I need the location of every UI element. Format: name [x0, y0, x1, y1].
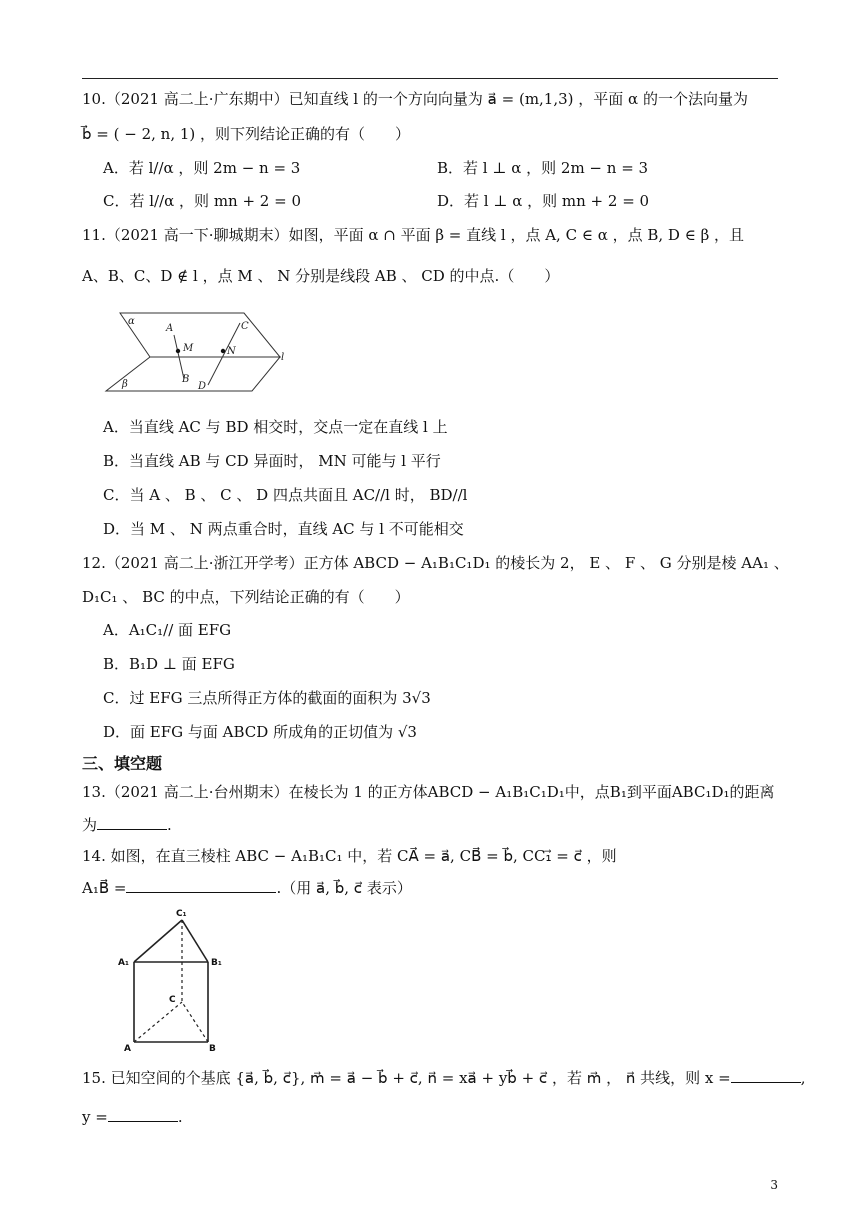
- q15-x-answer-blank[interactable]: [731, 1068, 801, 1083]
- q11-planes-figure: [100, 305, 300, 397]
- label-c1: C₁: [176, 909, 187, 919]
- q10-option-d: D．若 l ⊥ α ，则 mn + 2 = 0: [437, 192, 650, 210]
- label-b: B: [209, 1044, 216, 1054]
- q15-y-answer-blank[interactable]: [108, 1107, 178, 1122]
- label-c: C: [241, 321, 249, 332]
- q12-option-d: D．面 EFG 与面 ABCD 所成角的正切值为 √3: [103, 723, 417, 741]
- label-d: D: [198, 381, 207, 392]
- q13-line1: 13.（2021 高二上·台州期末）在棱长为 1 的正方体ABCD − A₁B₁C₁D₁中，点B₁到平面ABC₁D₁的距离: [82, 783, 775, 801]
- label-n: N: [227, 346, 236, 357]
- label-a: A: [124, 1044, 131, 1054]
- label-alpha: α: [128, 316, 135, 327]
- q14-answer-blank[interactable]: [126, 878, 276, 893]
- q11-line1: 11.（2021 高一下·聊城期末）如图，平面 α ∩ 平面 β = 直线 l ，点 A, C ∈ α ，点 B, D ∈ β ，且: [82, 226, 745, 244]
- label-b1: B₁: [211, 958, 222, 968]
- q15-y-suffix: .: [177, 1108, 183, 1126]
- q11-line2: A、B、C、D ∉ l ，点 M 、 N 分别是线段 AB 、 CD 的中点.（ ）: [82, 267, 560, 285]
- header-rule: [82, 78, 778, 79]
- label-a: A: [166, 323, 174, 334]
- q11-option-b: B．当直线 AB 与 CD 异面时， MN 可能与 l 平行: [103, 452, 441, 470]
- q14-prism-figure: [112, 906, 222, 1056]
- q10-option-c: C．若 l//α ，则 mn + 2 = 0: [103, 192, 301, 210]
- page-number: 3: [770, 1178, 778, 1192]
- q13-answer-blank[interactable]: [97, 815, 167, 830]
- label-beta: β: [122, 379, 128, 390]
- q12-line2: D₁C₁ 、 BC 的中点，下列结论正确的有（ ）: [82, 588, 410, 606]
- point-n: [221, 349, 225, 353]
- q15-line1: [82, 1068, 806, 1088]
- label-a1: A₁: [118, 958, 129, 968]
- q15-y-prefix: y =: [82, 1108, 108, 1126]
- q12-option-c: C．过 EFG 三点所得正方体的截面的面积为 3√3: [103, 689, 431, 707]
- q10-option-b: B．若 l ⊥ α ，则 2m − n = 3: [437, 159, 649, 177]
- q14-prefix: A₁B⃗ =: [82, 879, 127, 897]
- label-l: l: [281, 352, 285, 363]
- q14-suffix: .（用 a⃗, b⃗, c⃗ 表示）: [276, 879, 412, 897]
- plane-beta: [106, 357, 280, 391]
- label-b: B: [182, 374, 190, 385]
- q13-line2: [82, 815, 172, 835]
- q11-option-c: C．当 A 、 B 、 C 、 D 四点共面且 AC//l 时， BD//l: [103, 486, 468, 504]
- q11-option-d: D．当 M 、 N 两点重合时，直线 AC 与 l 不可能相交: [103, 520, 464, 538]
- point-m: [176, 349, 180, 353]
- q10-option-a: A．若 l//α ，则 2m − n = 3: [103, 159, 301, 177]
- label-m: M: [183, 343, 194, 354]
- plane-alpha: [120, 313, 280, 357]
- q12-option-b: B．B₁D ⊥ 面 EFG: [103, 655, 235, 673]
- section-title-fill-blank: 三、填空题: [82, 754, 163, 773]
- q12-line1: 12.（2021 高二上·浙江开学考）正方体 ABCD − A₁B₁C₁D₁ 的棱长为 2， E 、 F 、 G 分别是棱 AA₁ 、: [82, 554, 789, 572]
- q10-line1: 10.（2021 高二上·广东期中）已知直线 l 的一个方向向量为 a⃗ = (m,1,3) ，平面 α 的一个法向量为: [82, 90, 748, 108]
- q10-line2: b⃗ = ( − 2, n, 1) ，则下列结论正确的有（ ）: [82, 125, 411, 143]
- q11-option-a: A．当直线 AC 与 BD 相交时，交点一定在直线 l 上: [103, 418, 448, 436]
- q15-line2: [82, 1107, 183, 1127]
- q13-prefix: 为: [82, 816, 98, 834]
- q14-line1: 14. 如图，在直三棱柱 ABC − A₁B₁C₁ 中，若 CA⃗ = a⃗, CB⃗ = b⃗, CC₁⃗ = c⃗ ，则: [82, 847, 617, 865]
- q14-line2: [82, 878, 412, 898]
- q13-suffix: .: [167, 816, 172, 834]
- label-c: C: [169, 995, 176, 1005]
- q15-text: 15. 已知空间的个基底 {a⃗, b⃗, c⃗}, m⃗ = a⃗ − b⃗ + c⃗, n⃗ = xa⃗ + yb⃗ + c⃗ ，若 m⃗ ， n⃗ 共线，则 x =: [82, 1069, 731, 1087]
- q12-option-a: A．A₁C₁// 面 EFG: [103, 621, 232, 639]
- q15-comma: ,: [800, 1069, 806, 1087]
